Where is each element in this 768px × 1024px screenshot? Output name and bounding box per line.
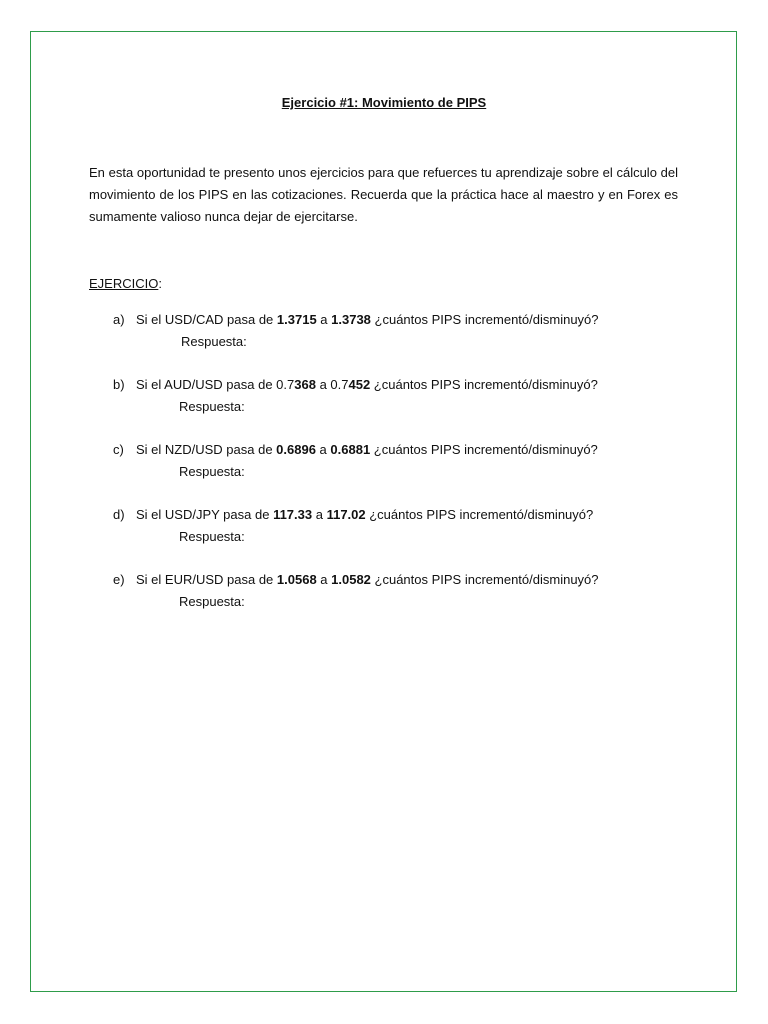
- question-prefix: Si el EUR/USD pasa de: [136, 572, 277, 587]
- answer-label: Respuesta:: [179, 464, 245, 479]
- question-suffix: ¿cuántos PIPS incrementó/disminuyó?: [370, 377, 598, 392]
- value-from: 117.33: [273, 507, 313, 522]
- question-connector: a: [316, 572, 332, 587]
- question-connector: a: [316, 312, 332, 327]
- question-letter: e): [113, 572, 125, 587]
- question-d: [113, 504, 673, 548]
- question-text: [113, 504, 673, 526]
- question-connector: a: [315, 442, 331, 457]
- section-label-text: EJERCICIO: [89, 276, 159, 291]
- question-letter: a): [113, 312, 125, 327]
- question-text: [113, 569, 673, 591]
- answer-label: Respuesta:: [179, 594, 245, 609]
- question-text: [113, 439, 673, 461]
- question-suffix: ¿cuántos PIPS incrementó/disminuyó?: [370, 442, 598, 457]
- question-letter: d): [113, 507, 125, 522]
- value-from: 368: [294, 377, 316, 392]
- value-from: 1.0568: [276, 572, 317, 587]
- question-text: [113, 309, 673, 331]
- question-prefix: Si el USD/CAD pasa de: [136, 312, 277, 327]
- question-prefix: Si el AUD/USD pasa de 0.7: [136, 377, 295, 392]
- question-letter: c): [113, 442, 124, 457]
- question-prefix: Si el NZD/USD pasa de: [136, 442, 277, 457]
- section-label: [89, 276, 162, 291]
- question-text: [113, 374, 673, 396]
- question-a: [113, 309, 673, 353]
- value-to: 1.0582: [331, 572, 371, 587]
- answer-label: Respuesta:: [179, 399, 245, 414]
- answer-label: Respuesta:: [181, 334, 247, 349]
- answer-label: Respuesta:: [179, 529, 245, 544]
- value-from: 0.6896: [276, 442, 316, 457]
- value-to: 117.02: [326, 507, 366, 522]
- question-letter: b): [113, 377, 125, 392]
- question-suffix: ¿cuántos PIPS incrementó/disminuyó?: [370, 572, 599, 587]
- question-e: [113, 569, 673, 613]
- value-to: 0.6881: [330, 442, 371, 457]
- page-title: Ejercicio #1: Movimiento de PIPS: [281, 95, 487, 110]
- question-suffix: ¿cuántos PIPS incrementó/disminuyó?: [365, 507, 594, 522]
- question-connector: a: [312, 507, 327, 522]
- question-connector: a 0.7: [315, 377, 349, 392]
- intro-paragraph: En esta oportunidad te presento unos ejercicios para que refuerces tu aprendizaje sobre el cálculo del movimiento de los PIPS en las cotizaciones. Recuerda que la práctica hace al maestro y en Forex es sumamente valioso nunca dejar de ejercitarse.: [89, 165, 678, 224]
- question-suffix: ¿cuántos PIPS incrementó/disminuyó?: [370, 312, 599, 327]
- section-label-colon: :: [158, 276, 162, 291]
- value-to: 1.3738: [331, 312, 371, 327]
- question-b: [113, 374, 673, 418]
- question-prefix: Si el USD/JPY pasa de: [136, 507, 274, 522]
- value-to: 452: [348, 377, 371, 392]
- question-c: [113, 439, 673, 483]
- value-from: 1.3715: [276, 312, 317, 327]
